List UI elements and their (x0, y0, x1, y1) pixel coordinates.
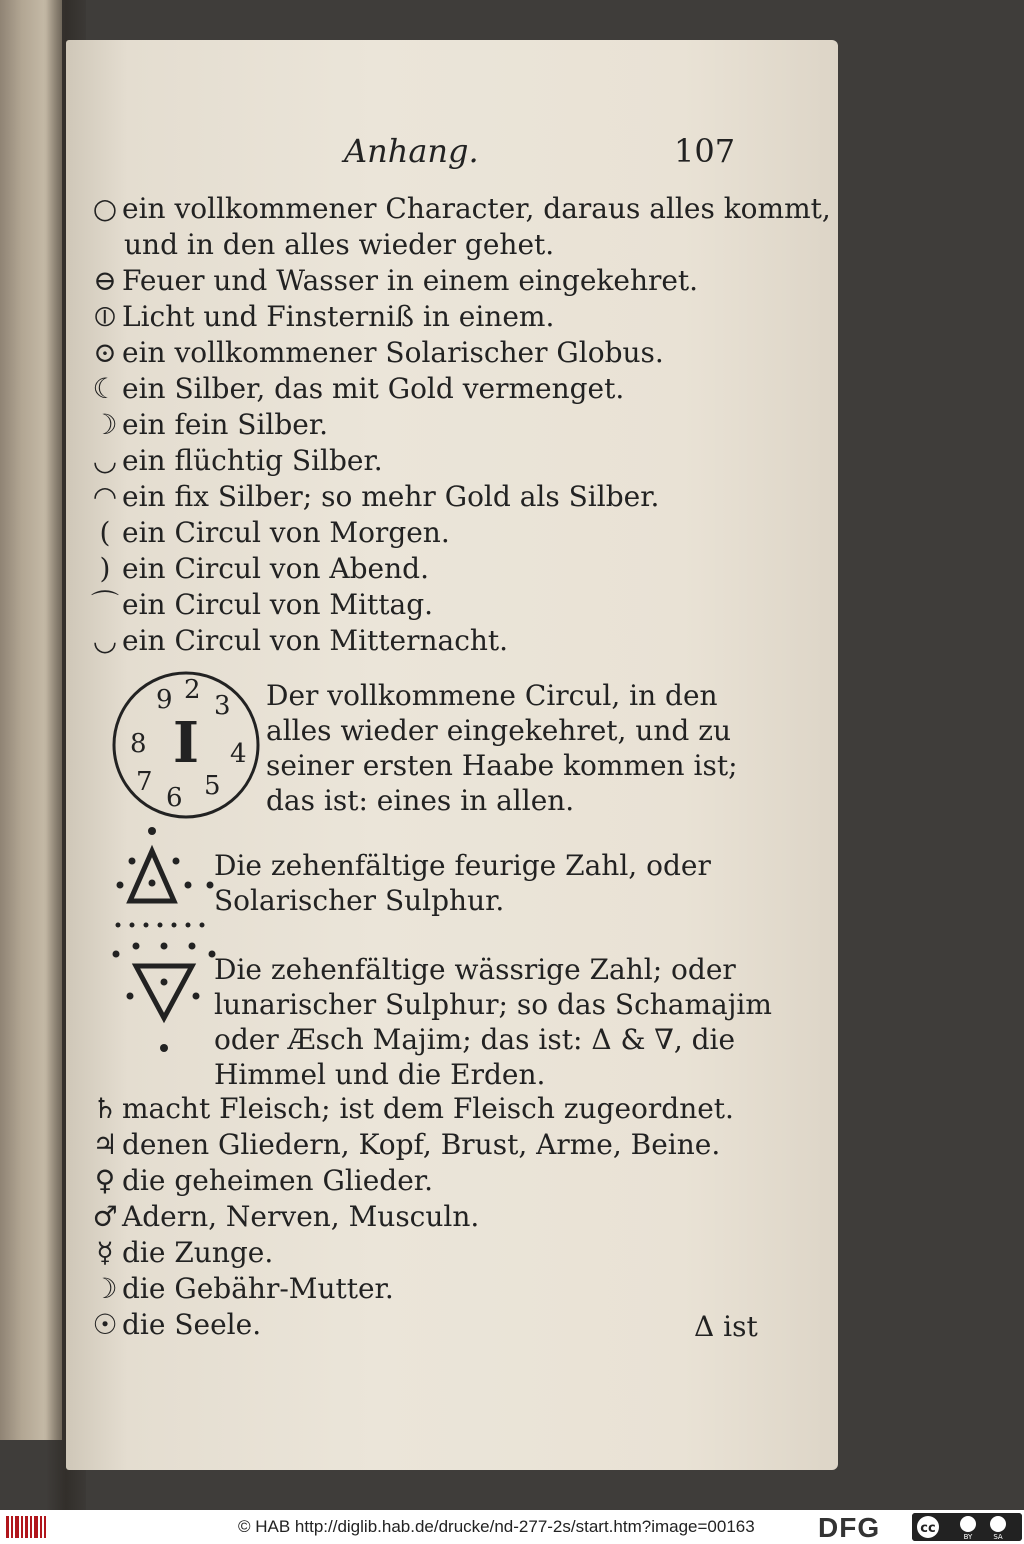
text-line (88, 624, 508, 658)
line-text: ein Circul von Mittag. (122, 588, 434, 621)
running-head: Anhang. (344, 132, 479, 170)
creative-commons-license-icon (912, 1513, 1022, 1541)
line-text: Feuer und Wasser in einem eingekehret. (122, 264, 699, 297)
saturn-icon: ♄ (92, 1092, 118, 1125)
text-line (88, 1308, 261, 1342)
text-line (88, 1200, 479, 1234)
symbol-icon: ◠ (92, 480, 118, 513)
moon-icon: ☽ (92, 1272, 118, 1305)
circle-number: 9 (156, 685, 173, 715)
dfg-logo: DFG (818, 1512, 881, 1543)
barcode-logo-icon (6, 1514, 46, 1540)
line-text: ein Silber, das mit Gold vermenget. (122, 372, 625, 405)
symbol-icon: ☽ (92, 408, 118, 441)
svg-text:BY: BY (963, 1533, 973, 1541)
symbol-icon: ◡ (92, 624, 118, 657)
text-line (88, 516, 450, 550)
circle-description: Der vollkommene Circul, in den alles wieder eingekehret, und zu seiner ersten Haabe kommen ist; das ist: eines in allen. (266, 679, 738, 817)
symbol-icon: ◡ (92, 444, 118, 477)
text-line (88, 264, 698, 298)
page-number: 107 (674, 132, 736, 170)
fire-number-description: Die zehenfältige feurige Zahl, oder Solarischer Sulphur. (214, 849, 711, 917)
line-text: denen Gliedern, Kopf, Brust, Arme, Beine. (122, 1128, 721, 1161)
line-text: ein vollkommener Character, daraus alles kommt, (122, 192, 831, 225)
circle-number: 2 (184, 675, 201, 705)
text-line (88, 408, 328, 442)
text-line (88, 336, 664, 370)
svg-text:SA: SA (993, 1533, 1003, 1541)
source-link[interactable]: © HAB http://diglib.hab.de/drucke/nd-277-2s/start.htm?image=00163 (238, 1517, 755, 1536)
text-line (88, 192, 831, 226)
text-line (88, 1236, 273, 1270)
text-line (88, 1128, 720, 1162)
circle-number: 4 (230, 739, 247, 769)
mars-icon: ♂ (92, 1200, 118, 1233)
line-text: Licht und Finsterniß in einem. (122, 300, 555, 333)
line-text: ein fix Silber; so mehr Gold als Silber. (122, 480, 660, 513)
water-number-description: Die zehenfältige wässrige Zahl; oder lunarischer Sulphur; so das Schamajim oder Æsch Majim; das ist: Δ & ∇, die Himmel und die Erden. (214, 953, 772, 1091)
circle-center-numeral: I (172, 710, 200, 776)
symbol-icon: ( (99, 516, 111, 549)
line-text: macht Fleisch; ist dem Fleisch zugeordnet. (122, 1092, 734, 1125)
line-text: ein Circul von Mitternacht. (122, 624, 509, 657)
symbol-icon: ⊙ (93, 336, 117, 369)
circle-number: 6 (166, 783, 183, 813)
text-line (88, 300, 554, 334)
text-line (88, 444, 383, 478)
text-line (88, 552, 429, 586)
circle-number: 5 (204, 771, 221, 801)
line-text: ein flüchtig Silber. (122, 444, 383, 477)
line-text: die Gebähr-Mutter. (122, 1272, 394, 1305)
text-line (88, 480, 659, 514)
sun-icon: ☉ (92, 1308, 118, 1341)
symbol-icon: ⦶ (94, 300, 116, 333)
text-line (88, 372, 624, 406)
perfect-circle-figure (106, 670, 266, 820)
text-line (88, 1272, 394, 1306)
line-text: die Zunge. (122, 1236, 274, 1269)
viewer-footer (0, 1510, 1024, 1544)
mercury-icon: ☿ (96, 1236, 114, 1269)
line-text: ein fein Silber. (122, 408, 329, 441)
symbol-icon: ⌒ (90, 588, 119, 621)
text-line (88, 588, 433, 622)
line-text: Adern, Nerven, Musculn. (122, 1200, 480, 1233)
circle-number: 7 (136, 767, 153, 797)
line-text: und in den alles wieder gehet. (124, 228, 555, 261)
symbol-icon: ⊖ (93, 264, 117, 297)
circle-number: 8 (130, 729, 147, 759)
circle-number: 3 (214, 691, 231, 721)
venus-icon: ♀ (94, 1164, 116, 1197)
text-line (88, 1164, 433, 1198)
line-text: die Seele. (122, 1308, 262, 1341)
symbol-icon: ○ (92, 192, 118, 225)
text-line (88, 1092, 734, 1126)
line-text: ein Circul von Morgen. (122, 516, 450, 549)
water-triangle-figure (108, 940, 220, 1055)
book-page (66, 40, 838, 1470)
symbol-icon: ☾ (92, 372, 118, 405)
line-text: ein Circul von Abend. (122, 552, 429, 585)
catchword: Δ ist (694, 1310, 758, 1343)
fire-triangle-figure (110, 825, 220, 940)
text-line (124, 228, 554, 262)
symbol-icon: ) (99, 552, 111, 585)
jupiter-icon: ♃ (92, 1128, 118, 1161)
line-text: ein vollkommener Solarischer Globus. (122, 336, 664, 369)
line-text: die geheimen Glieder. (122, 1164, 434, 1197)
svg-text:cc: cc (920, 1521, 936, 1536)
